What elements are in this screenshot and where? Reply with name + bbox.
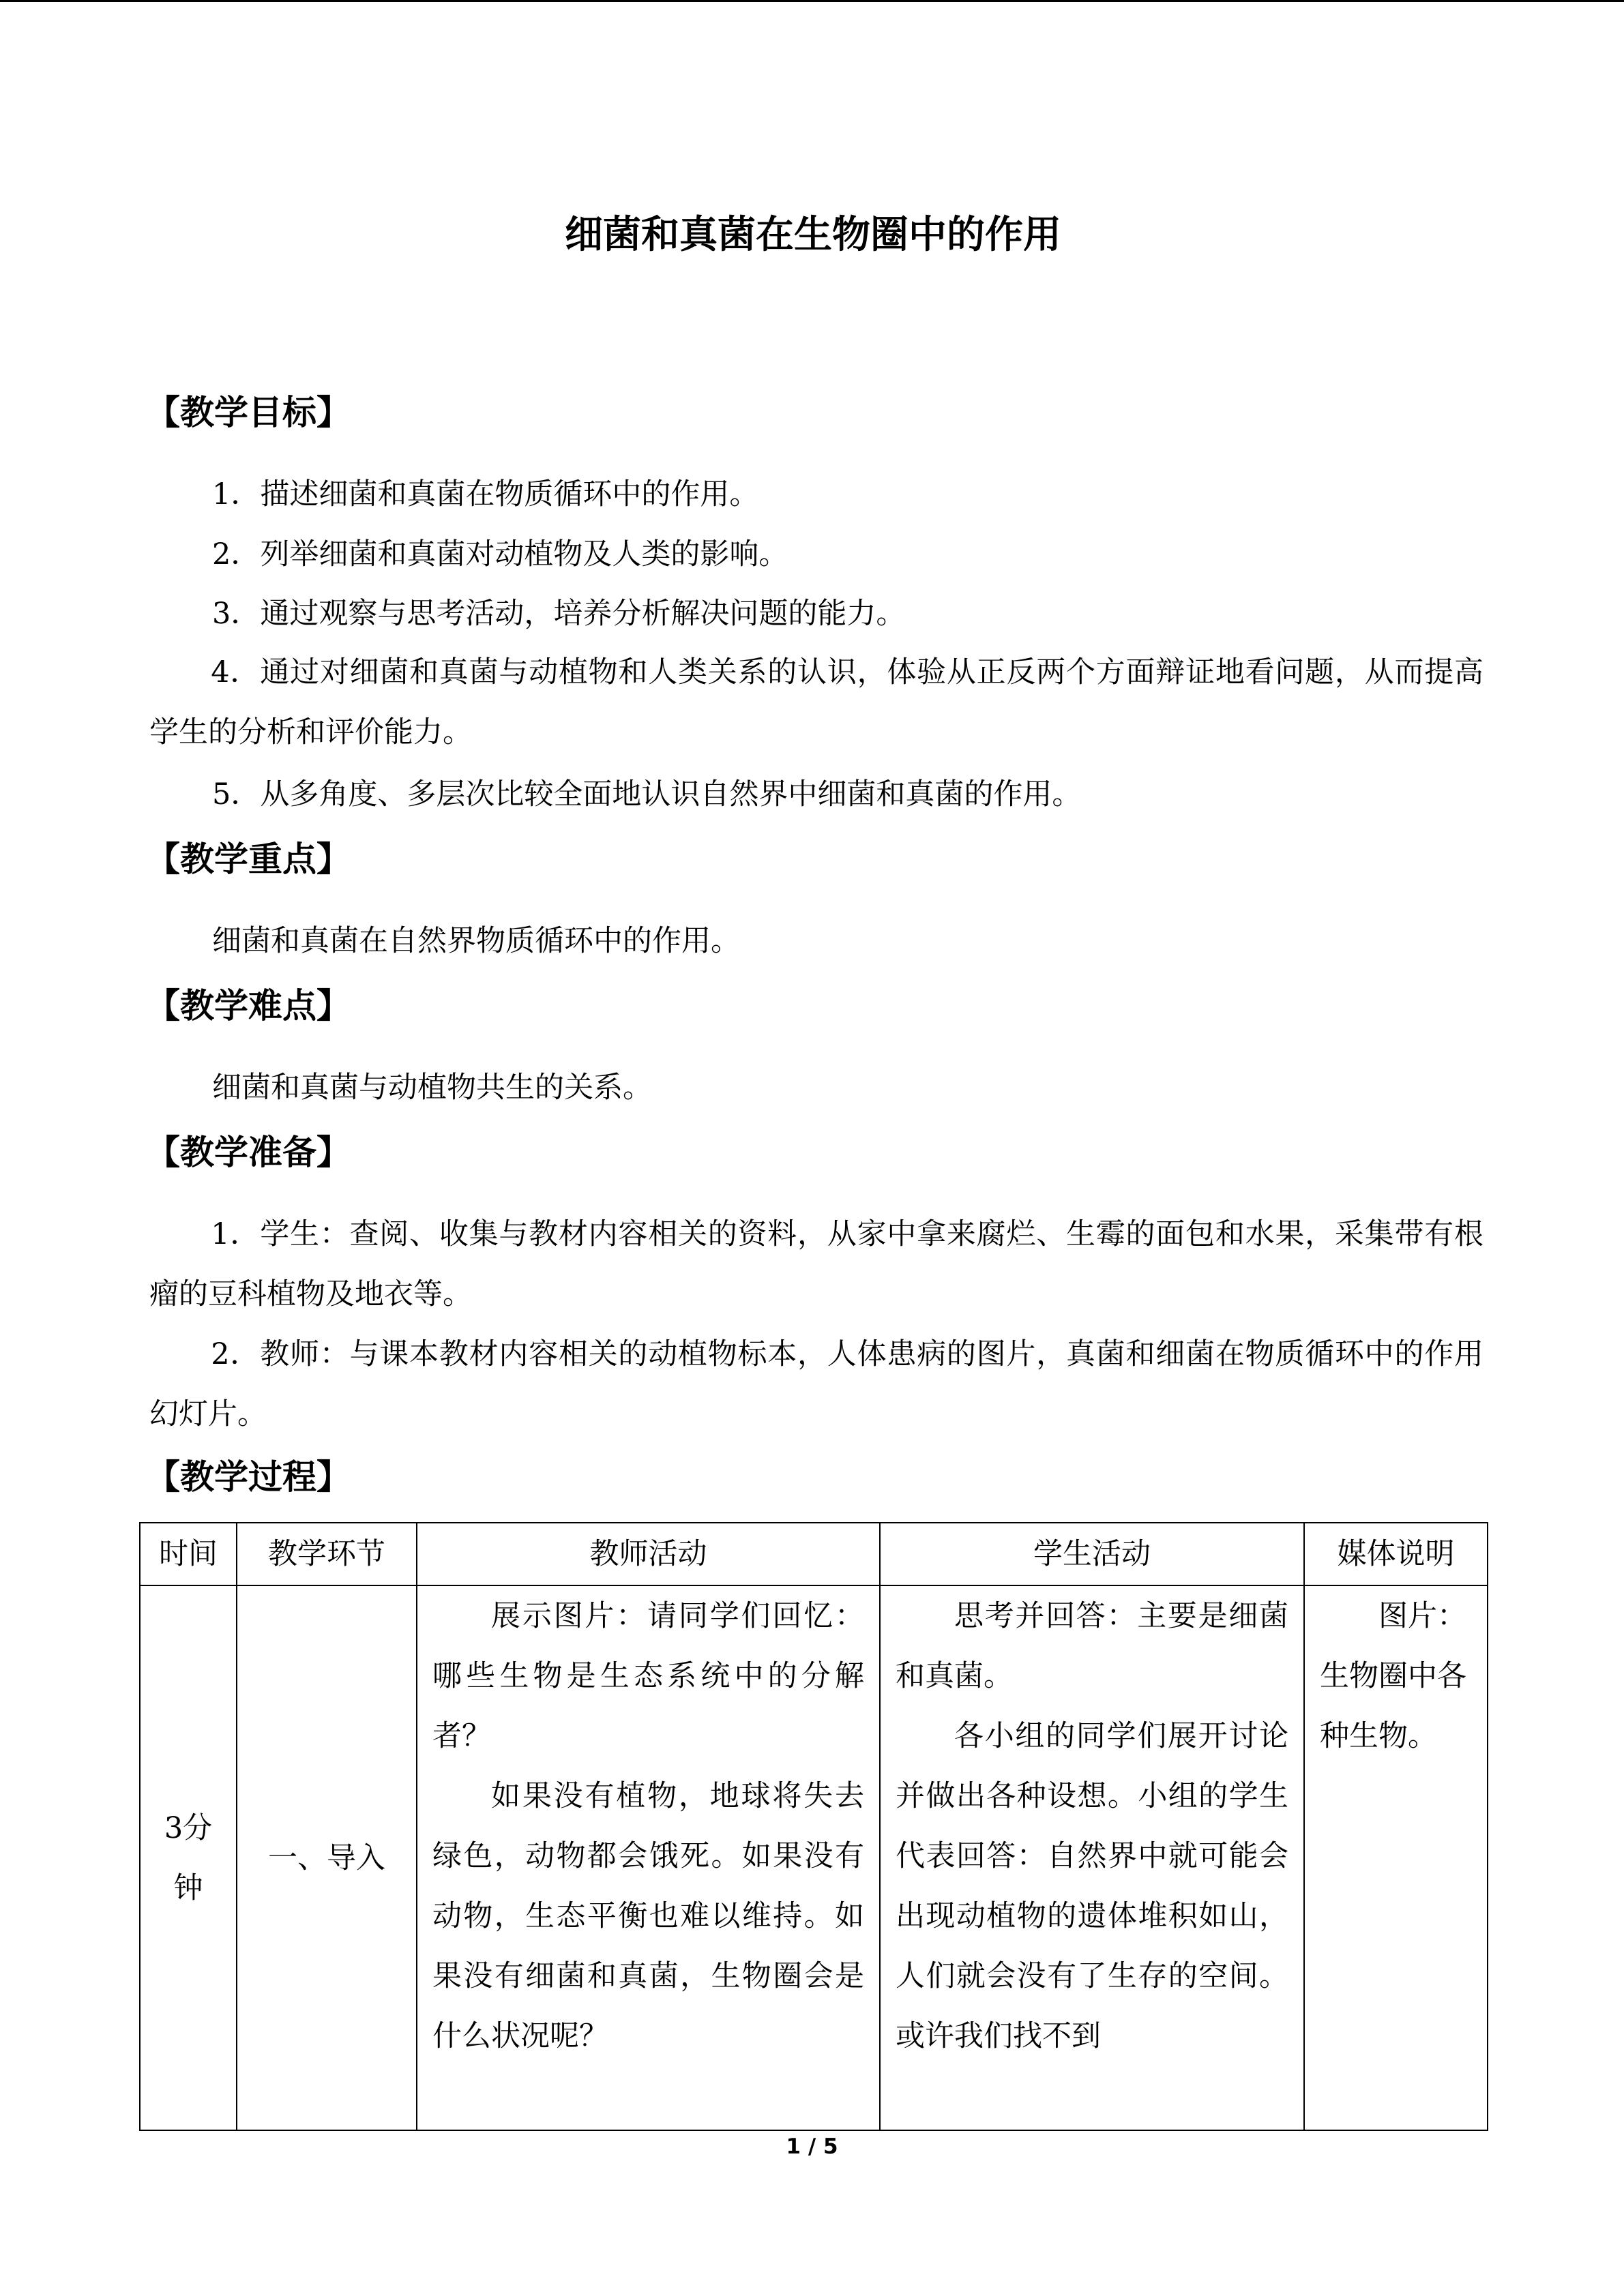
table-header-row [140, 1523, 1488, 1585]
cell-stage: 一、导入 [237, 1585, 417, 2130]
goal-item-5: 5．从多角度、多层次比较全面地认识自然界中细菌和真菌的作用。 [212, 777, 1082, 811]
teacher-paragraph: 展示图片：请同学们回忆：哪些生物是生态系统中的分解者？ [432, 1599, 864, 1753]
heading-difficulty: 【教学难点】 [146, 986, 351, 1026]
heading-goals: 【教学目标】 [146, 393, 351, 432]
preparation-item-2: 2．教师：与课本教材内容相关的动植物标本，人体患病的图片，真菌和细菌在物质循环中的作用幻灯片。 [149, 1337, 1483, 1431]
student-paragraph: 各小组的同学们展开讨论并做出各种设想。小组的学生代表回答：自然界中就可能会出现动植物的遗体堆积如山，人们就会没有了生存的空间。或许我们找不到 [896, 1719, 1288, 2053]
preparation-item-1: 1．学生：查阅、收集与教材内容相关的资料，从家中拿来腐烂、生霉的面包和水果，采集带有根瘤的豆科植物及地衣等。 [149, 1217, 1483, 1311]
cell-media [1304, 1585, 1488, 2130]
key-point-text: 细菌和真菌在自然界物质循环中的作用。 [212, 924, 740, 958]
heading-key-point: 【教学重点】 [146, 839, 351, 879]
col-header-time: 时间 [140, 1523, 237, 1585]
top-border [0, 0, 1624, 2]
goal-item-1: 1．描述细菌和真菌在物质循环中的作用。 [212, 477, 759, 511]
cell-student-activity [880, 1585, 1304, 2130]
goal-item-3: 3．通过观察与思考活动，培养分析解决问题的能力。 [212, 597, 906, 631]
table-row [140, 1585, 1488, 2130]
student-paragraph: 思考并回答：主要是细菌和真菌。 [896, 1599, 1288, 1693]
media-text: 图片：生物圈中各种生物。 [1320, 1599, 1466, 1753]
teacher-paragraph: 如果没有植物，地球将失去绿色，动物都会饿死。如果没有动物，生态平衡也难以维持。如果没有细菌和真菌，生物圈会是什么状况呢？ [432, 1779, 864, 2053]
difficulty-text: 细菌和真菌与动植物共生的关系。 [212, 1071, 652, 1105]
heading-process: 【教学过程】 [146, 1457, 351, 1497]
page-indicator: 1 / 5 [786, 2134, 838, 2159]
col-header-teacher: 教师活动 [417, 1523, 880, 1585]
page-title: 细菌和真菌在生物圈中的作用 [565, 213, 1061, 257]
heading-preparation: 【教学准备】 [146, 1133, 351, 1172]
goal-item-2: 2．列举细菌和真菌对动植物及人类的影响。 [212, 537, 788, 571]
col-header-media: 媒体说明 [1304, 1523, 1488, 1585]
goal-item-4: 4．通过对细菌和真菌与动植物和人类关系的认识，体验从正反两个方面辩证地看问题，从而提高学生的分析和评价能力。 [149, 655, 1483, 749]
col-header-student: 学生活动 [880, 1523, 1304, 1585]
process-table [139, 1522, 1488, 2131]
col-header-stage: 教学环节 [237, 1523, 417, 1585]
cell-time: 3分钟 [140, 1585, 237, 2130]
cell-teacher-activity [417, 1585, 880, 2130]
